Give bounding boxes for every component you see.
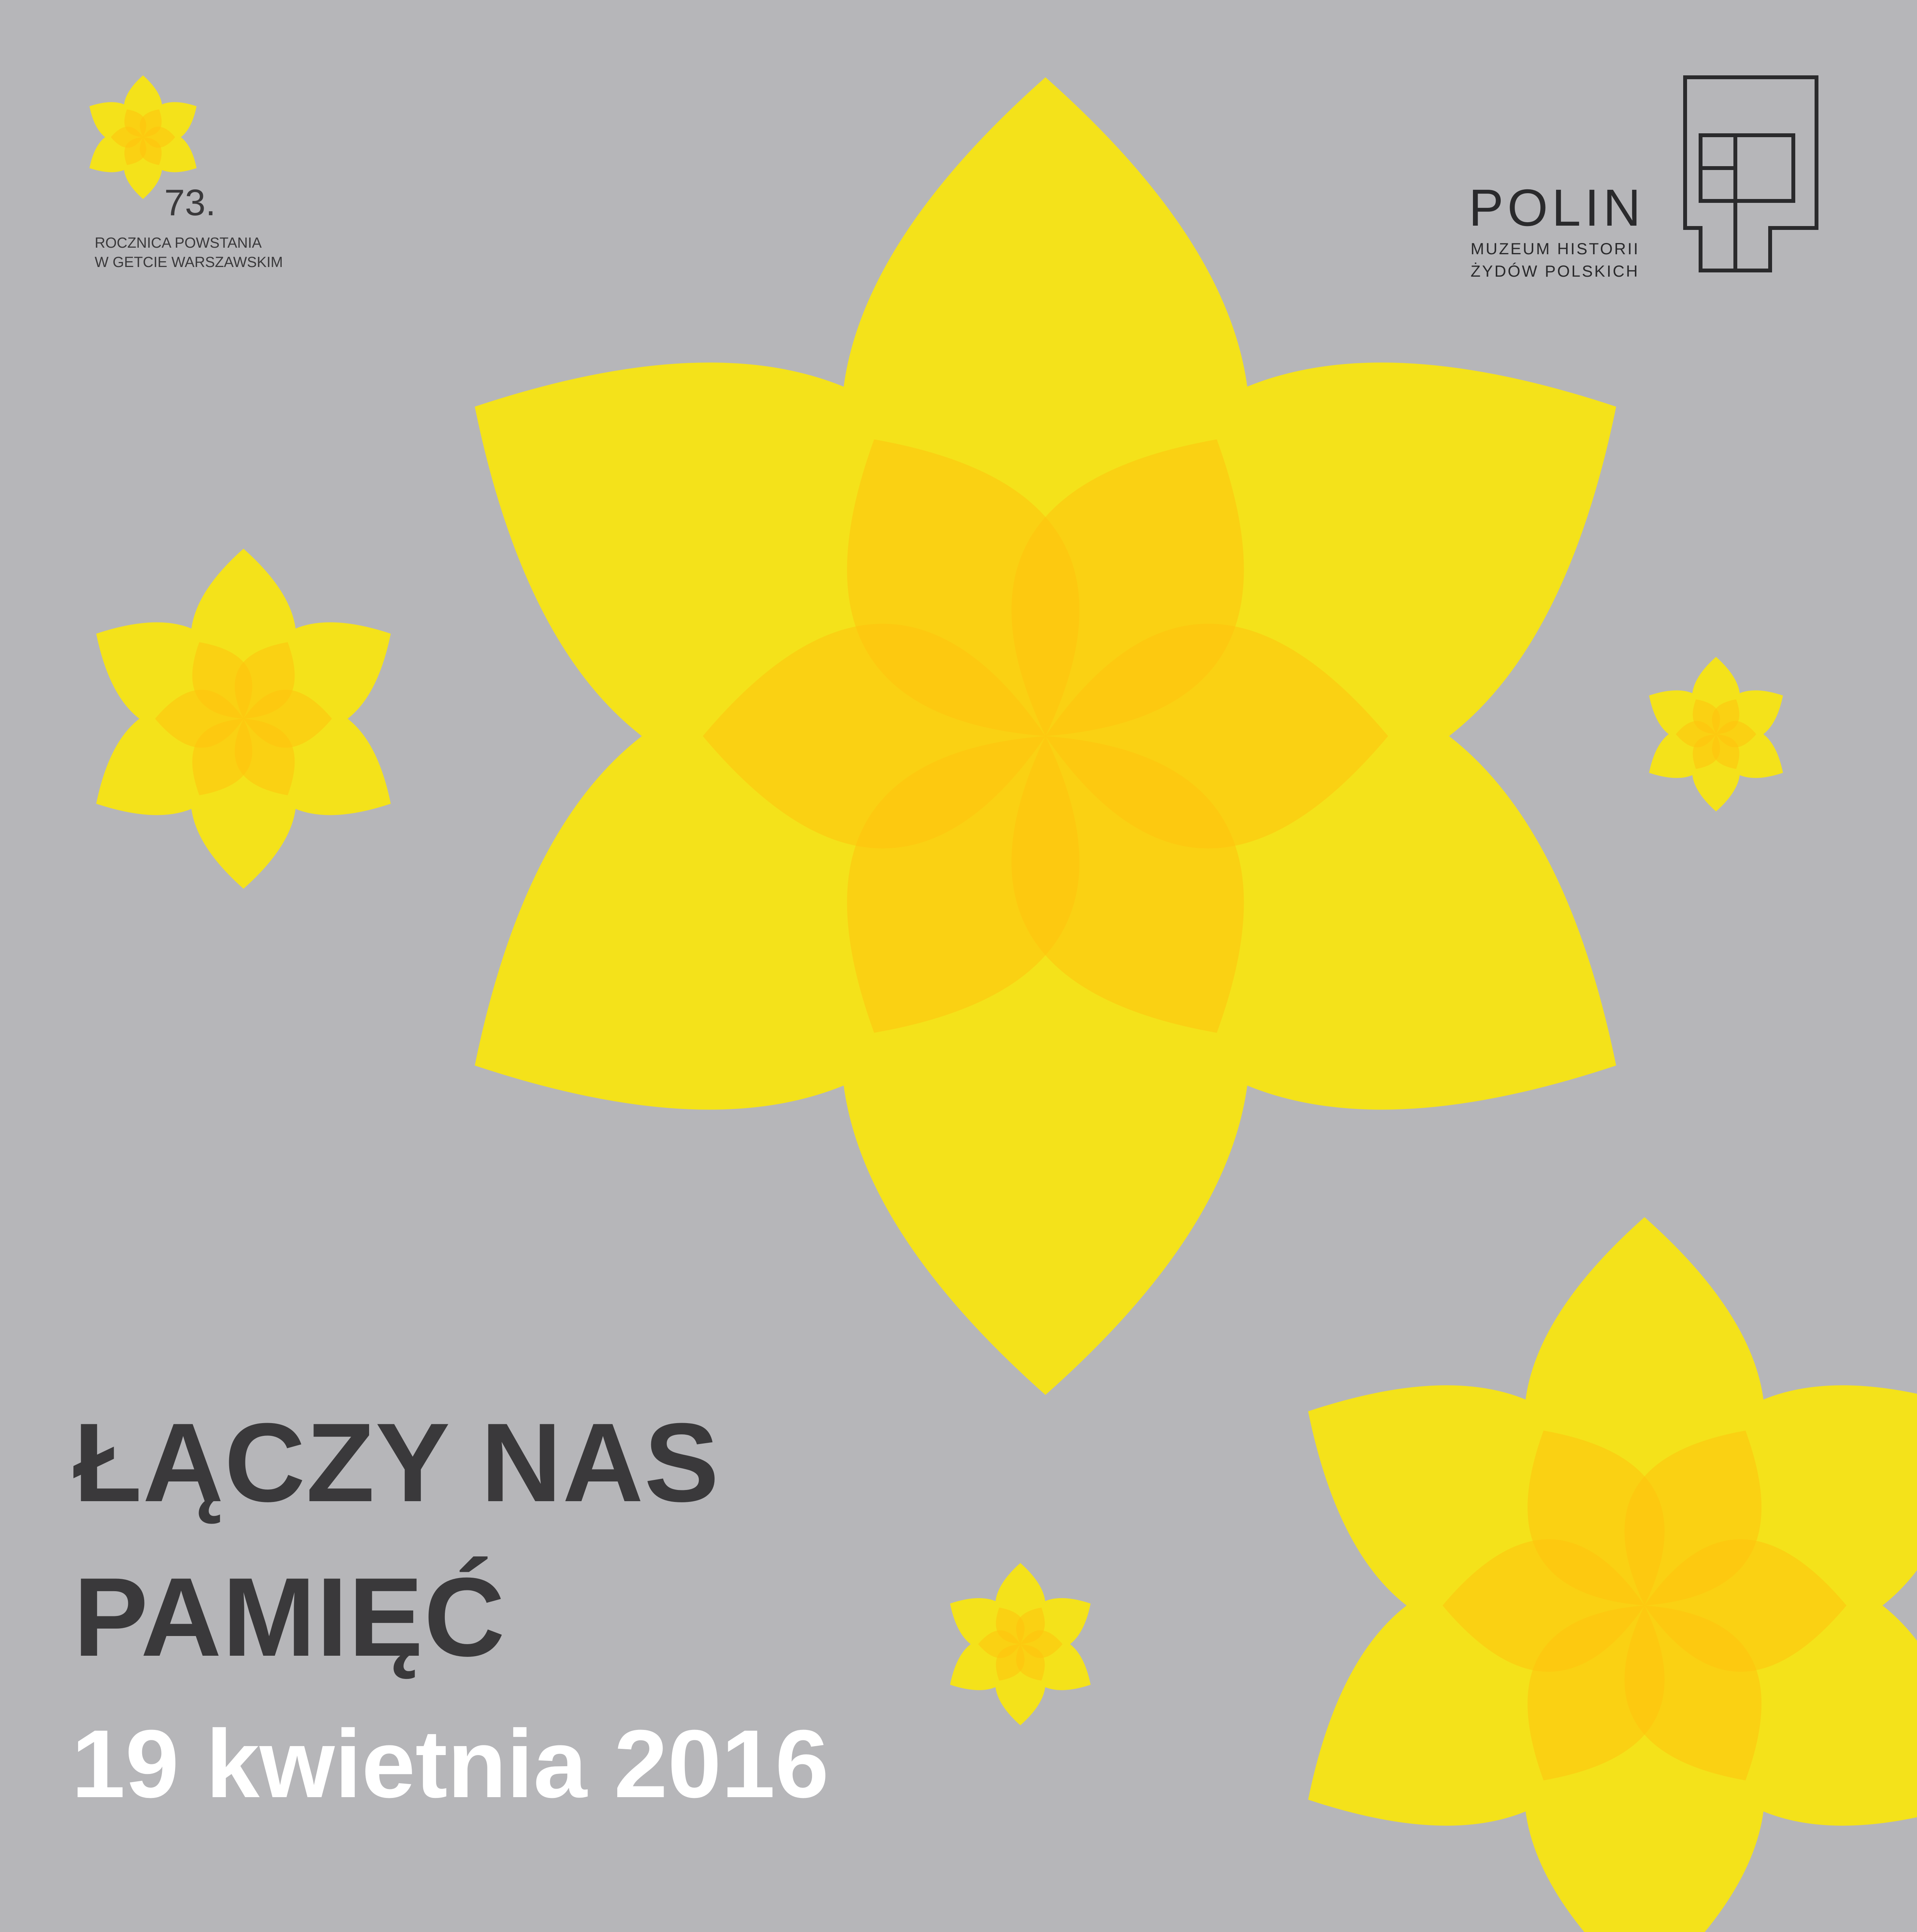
large-daffodil [475,77,1616,1395]
polin-logo [1469,73,1847,290]
polin-subtitle-line1: MUZEUM HISTORII [1471,240,1640,258]
polin-subtitle-line2: ŻYDÓW POLSKICH [1471,262,1639,280]
event-date: 19 kwietnia 2016 [72,1710,829,1818]
badge-number: 73. [164,182,216,223]
right-daffodil [1308,1217,1917,1932]
headline-line2: PAMIĘĆ [73,1554,506,1680]
badge-line2: W GETCIE WARSZAWSKIM [95,254,283,270]
badge-daffodil [89,75,196,199]
left-daffodil [96,549,391,889]
small-center-daffodil [950,1563,1091,1725]
small-right-daffodil [1649,657,1783,811]
badge-line1: ROCZNICA POWSTANIA [95,235,262,251]
headline-line1: ŁĄCZY NAS [73,1400,720,1525]
polin-wordmark: POLIN [1469,179,1645,237]
polin-emblem-icon [1677,73,1824,274]
